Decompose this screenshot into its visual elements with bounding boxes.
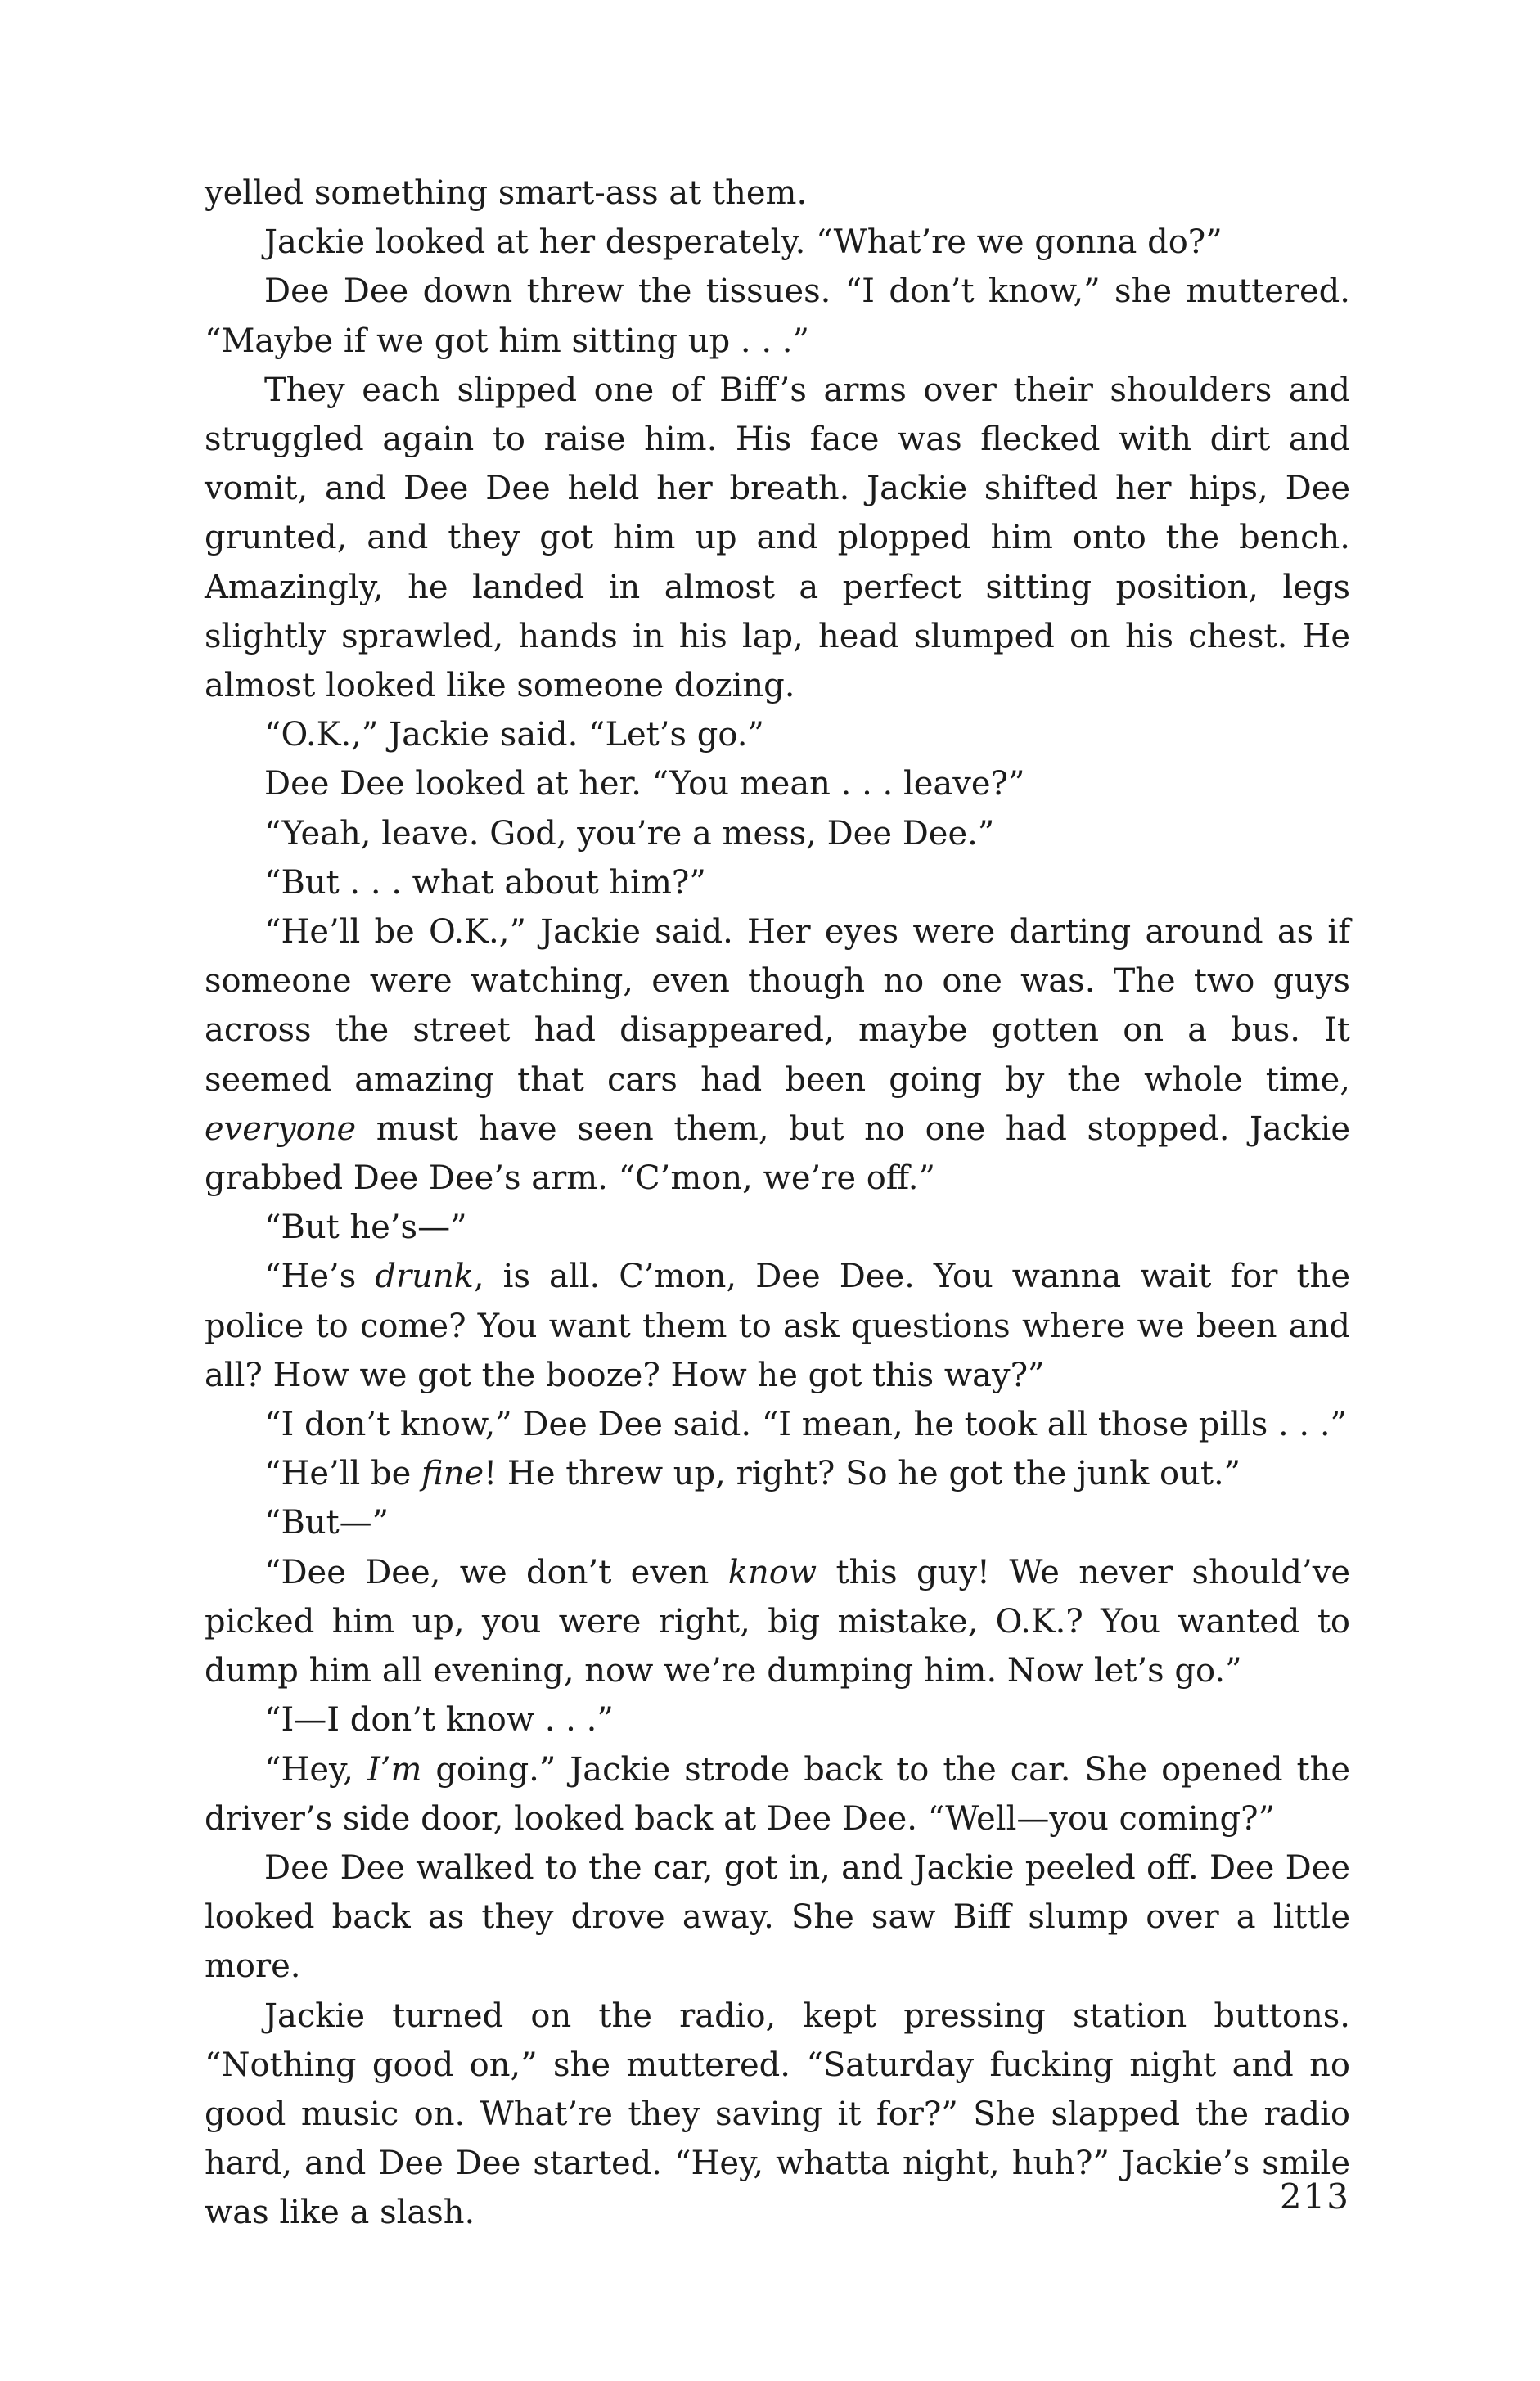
- paragraph: “He’ll be O.K.,” Jackie said. Her eyes were darting around as if someone were watching, even though no one was. The two guys across the street had disappeared, maybe gotten on a bus. It seemed amazing that cars had been going by the whole time, everyone must have seen them, but no one had stopped. Jackie grabbed Dee Dee’s arm. “C’mon, we’re off.”: [205, 913, 1350, 1198]
- emphasis: fine: [421, 1455, 484, 1493]
- paragraph: Dee Dee down threw the tissues. “I don’t know,” she muttered. “Maybe if we got him sitting up . . .”: [205, 272, 1350, 360]
- paragraph: “But—”: [264, 1504, 390, 1542]
- paragraph: “Hey, I’m going.” Jackie strode back to the car. She opened the driver’s side door, looked back at Dee Dee. “Well—you coming?”: [205, 1750, 1350, 1838]
- paragraph: “He’s drunk, is all. C’mon, Dee Dee. You wanna wait for the police to come? You want them to ask questions where we been and all? How we got the booze? How he got this way?”: [205, 1258, 1350, 1394]
- paragraph: “O.K.,” Jackie said. “Let’s go.”: [264, 716, 764, 754]
- emphasis: I’m: [367, 1750, 422, 1789]
- paragraph: “But . . . what about him?”: [264, 863, 706, 902]
- emphasis: drunk: [375, 1258, 474, 1296]
- body-text: [205, 169, 1350, 2238]
- paragraph: “I—I don’t know . . .”: [264, 1701, 614, 1740]
- paragraph: “I don’t know,” Dee Dee said. “I mean, he took all those pills . . .”: [264, 1406, 1348, 1444]
- paragraph: “He’ll be fine! He threw up, right? So he got the junk out.”: [264, 1455, 1241, 1493]
- paragraph-continuation: yelled something smart-ass at them.: [205, 174, 808, 212]
- paragraph: Jackie turned on the radio, kept pressing station buttons. “Nothing good on,” she muttered. “Saturday fucking night and no good music on. What’re they saving it for?” She slapped the radio hard, and Dee Dee started. “Hey, whatta night, huh?” Jackie’s smile was like a slash.: [205, 1996, 1350, 2232]
- paragraph: They each slipped one of Biff’s arms over their shoulders and struggled again to raise him. His face was flecked with dirt and vomit, and Dee Dee held her breath. Jackie shifted her hips, Dee grunted, and they got him up and plopped him onto the bench. Amazingly, he landed in almost a perfect sitting position, legs slightly sprawled, hands in his lap, head slumped on his chest. He almost looked like someone dozing.: [205, 371, 1350, 705]
- emphasis: everyone: [205, 1109, 357, 1148]
- page-number: 213: [1279, 2176, 1350, 2217]
- emphasis: know: [727, 1553, 817, 1591]
- paragraph: “Dee Dee, we don’t even know this guy! We never should’ve picked him up, you were right, big mistake, O.K.? You wanted to dump him all evening, now we’re dumping him. Now let’s go.”: [205, 1553, 1350, 1690]
- paragraph: Dee Dee looked at her. “You mean . . . leave?”: [264, 765, 1025, 803]
- paragraph: “But he’s—”: [264, 1209, 467, 1247]
- paragraph: “Yeah, leave. God, you’re a mess, Dee Dee.”: [264, 814, 995, 853]
- paragraph: Jackie looked at her desperately. “What’re we gonna do?”: [264, 223, 1223, 262]
- paragraph: Dee Dee walked to the car, got in, and Jackie peeled off. Dee Dee looked back as they drove away. She saw Biff slump over a little more.: [205, 1848, 1350, 1986]
